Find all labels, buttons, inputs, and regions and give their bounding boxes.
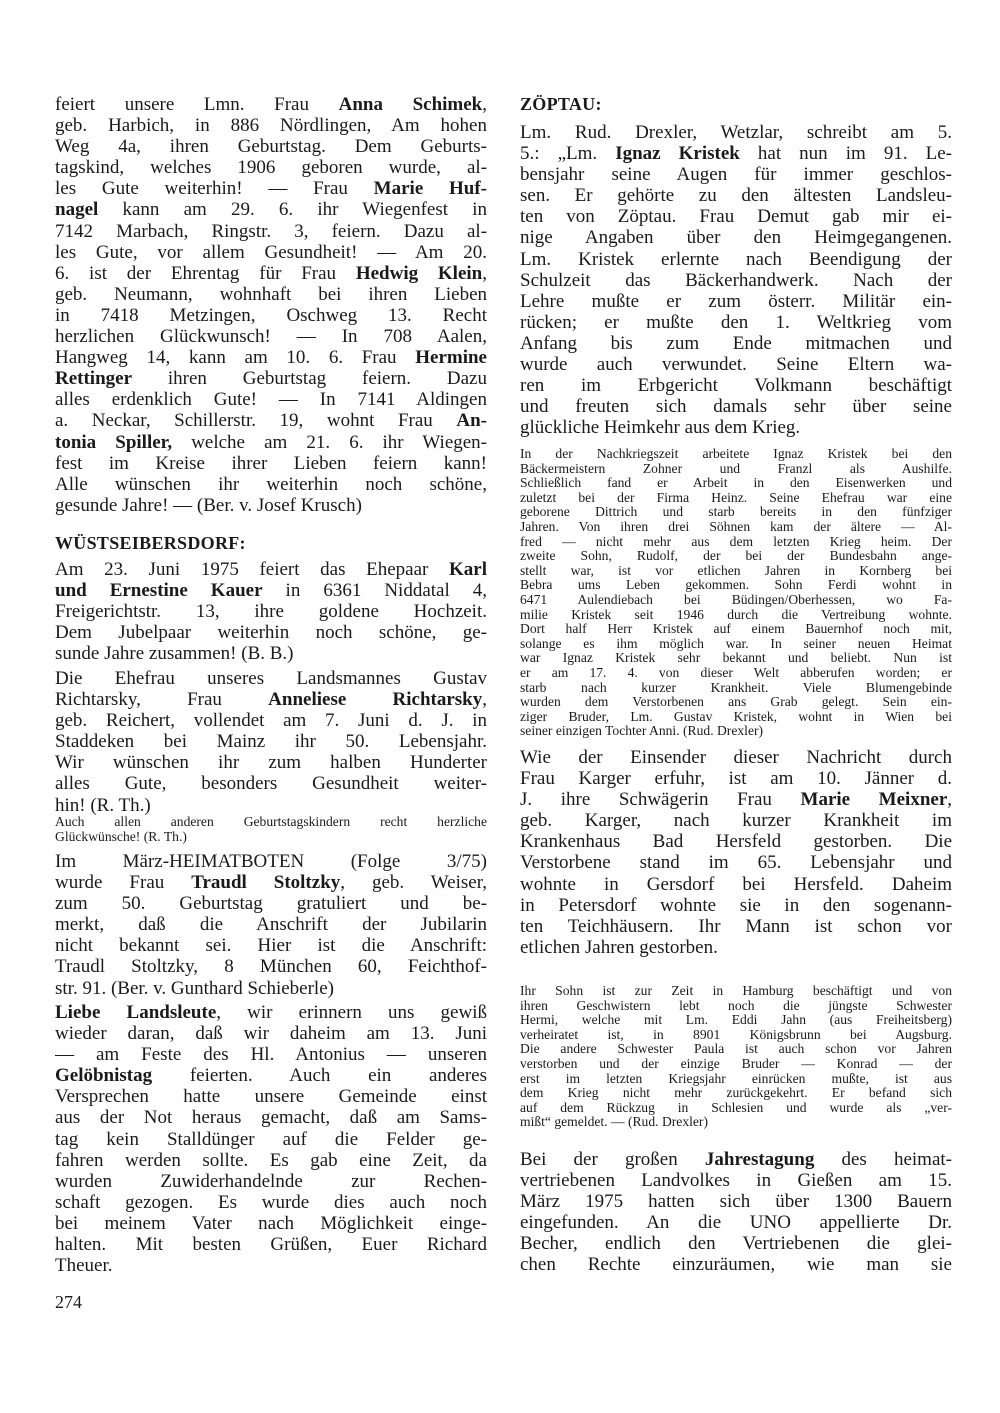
text-line: nige Angaben über den Heimgegangenen. (520, 227, 952, 249)
text-line: halten. Mit besten Grüßen, Euer Richard (55, 1234, 487, 1256)
text-line (520, 789, 952, 810)
text-line: März 1975 hatten sich über 1300 Bauern (520, 1191, 952, 1213)
bold-name: Anneliese Richtarsky (268, 689, 483, 711)
bold-name: Ignaz Kristek (615, 143, 740, 165)
meixner-paragraph (520, 747, 952, 958)
text-line: In der Nachkriegszeit arbeitete Ignaz Kristek bei den (520, 447, 952, 461)
text-segment: Am 23. Juni 1975 feiert das Ehepaar (55, 559, 449, 580)
text-line: verstorben und der einzige Bruder — Konrad — der (520, 1056, 952, 1071)
text-line: Glückwünsche! (R. Th.) (55, 829, 187, 844)
text-line: erst im letzten Kriegsjahr einrücken mußte, ist aus (520, 1071, 952, 1086)
text-line: milie Kristek seit 1946 durch die Vertreibung wohnte. (520, 607, 952, 622)
text-line: geb. Harbich, in 886 Nördlingen, Am hohen (55, 115, 487, 137)
text-line: rücken; er mußte den 1. Weltkrieg vom (520, 311, 952, 333)
text-line: Staddeken bei Mainz ihr 50. Lebensjahr. (55, 731, 487, 753)
text-line: Frau Karger erfuhr, ist am 10. Jänner d. (520, 768, 952, 790)
text-segment: , (482, 689, 487, 711)
text-line (55, 410, 487, 431)
bold-name: tonia Spiller, (55, 431, 173, 453)
text-line: Becher, endlich den Vertriebenen die glei- (520, 1233, 952, 1255)
text-segment: , (482, 94, 487, 115)
text-line: 6471 Aulendiebach bei Büdingen/Oberhessen, wo Fa- (520, 592, 952, 607)
text-line: auf dem Rückzug in Schlesien und wurde als „ver- (520, 1100, 952, 1115)
text-line: mißt“ gemeldet. — (Rud. Drexler) (520, 1115, 708, 1130)
text-line: ten Teichhäusern. Ihr Mann ist schon vor (520, 915, 952, 937)
bold-name: Liebe Landsleute (55, 1002, 217, 1023)
text-line: nicht bekannt sei. Hier ist die Anschrift: (55, 935, 487, 957)
bold-name: Marie Huf- (373, 178, 487, 200)
text-line: Schließlich fand er Arbeit in den Eisenwerken und (520, 476, 952, 491)
text-line: Weg 4a, ihren Geburtstag. Dem Geburts- (55, 136, 487, 158)
text-line: Anfang bis zum Ende mitmachen und (520, 332, 952, 354)
text-line: Lehre mußte er zum österr. Militär ein- (520, 290, 952, 312)
text-line: Bäckermeistern Zohner und Franzl als Aushilfe. (520, 461, 952, 476)
text-line (55, 199, 487, 220)
text-segment: hat nun im 91. Le- (739, 143, 952, 165)
text-line: ihren Geschwistern lebt noch die jüngste Schwester (520, 998, 952, 1013)
text-line (55, 872, 487, 893)
text-line (55, 263, 487, 284)
text-segment: in 6361 Niddatal 4, (262, 580, 487, 602)
text-line: Jahren. Von ihren drei Söhnen kam der ältere — Al- (520, 519, 952, 534)
bold-name: Traudl Stoltzky (191, 872, 341, 894)
text-segment: feierten. Auch ein anderes (152, 1065, 487, 1087)
text-segment: a. Neckar, Schillerstr. 19, wohnt Frau (55, 410, 457, 432)
text-line: Hermi, welche mit Lm. Eddi Jahn (aus Freiheitsberg) (520, 1013, 952, 1028)
landsleute-paragraph (55, 1002, 487, 1276)
text-line: Krankenhaus Bad Hersfeld gestorben. Die (520, 831, 952, 853)
text-line: schaft gezogen. Es wurde dies auch noch (55, 1191, 487, 1213)
text-line: geb. Karger, nach kurzer Krankheit im (520, 810, 952, 832)
text-line (55, 94, 487, 115)
bold-name: Hermine (415, 347, 487, 369)
text-line: zuletzt bei der Firma Heinz. Seine Ehefrau war eine (520, 490, 952, 505)
golden-wedding-paragraph (55, 559, 487, 664)
stoltzky-paragraph (55, 851, 487, 999)
text-segment: , wir erinnern uns gewiß (216, 1002, 487, 1023)
text-line: Die andere Schwester Paula ist auch schon vor Jahren (520, 1042, 952, 1057)
jahrestagung-paragraph (520, 1149, 952, 1276)
text-line: zum 50. Geburtstag gratuliert und be- (55, 893, 487, 915)
text-line: eingefunden. An die UNO appellierte Dr. (520, 1212, 952, 1234)
text-line: Dort half Herr Kristek auf einem Bauernhof noch mit, (520, 622, 952, 637)
text-line: verheiratet ist, in 8901 Königsbrunn bei Augsburg. (520, 1027, 952, 1042)
section-heading-wuestseibersdorf: WÜSTSEIBERSDORF: (55, 533, 246, 553)
kristek-details-note (520, 447, 952, 739)
text-line (55, 1065, 487, 1086)
text-line: tagskind, welches 1906 geboren wurde, al- (55, 157, 487, 179)
text-line: str. 91. (Ber. v. Gunthard Schieberle) (55, 977, 334, 999)
text-line: Die Ehefrau unseres Landsmannes Gustav (55, 668, 487, 689)
text-line: wohnte in Gersdorf bei Hersfeld. Daheim (520, 873, 952, 895)
bold-name: Karl (449, 559, 487, 580)
text-line: und freuten sich damals sehr über seine (520, 396, 952, 418)
text-line: Theuer. (55, 1255, 113, 1277)
bold-name: Hedwig Klein (355, 262, 483, 284)
text-line: Wie der Einsender dieser Nachricht durch (520, 747, 952, 768)
text-line: zweite Sohn, Rudolf, der bei der Bundesbahn ange- (520, 549, 952, 564)
text-line: etlichen Jahren gestorben. (520, 936, 718, 958)
text-line: hin! (R. Th.) (55, 794, 151, 816)
text-segment: , (482, 262, 487, 284)
text-line: les Gute, vor allem Gesundheit! — Am 20. (55, 241, 487, 263)
text-line: Freigerichtstr. 13, ihre goldene Hochzeit. (55, 601, 487, 623)
greetings-note (55, 815, 487, 844)
kristek-paragraph (520, 122, 952, 438)
text-line (55, 689, 487, 710)
text-line: starb nach kurzer Krankheit. Viele Blumengebinde (520, 680, 952, 695)
text-segment: , geb. Weiser, (340, 872, 487, 894)
bold-name: und Ernestine Kauer (55, 580, 263, 602)
bold-name: Gelöbnistag (55, 1065, 153, 1087)
page-number: 274 (55, 1292, 82, 1312)
text-line (55, 368, 487, 389)
text-line: fest im Kreise ihrer Lieben feiern kann! (55, 452, 487, 474)
text-line: wurden Zuwiderhandelnde zur Rechen- (55, 1170, 487, 1192)
text-segment: Richtarsky, Frau (55, 689, 269, 711)
meixner-details-note (520, 984, 952, 1130)
text-line: vertriebenen Landvolkes in Gießen am 15. (520, 1170, 952, 1192)
text-line: Auch allen anderen Geburtstagskindern recht herzliche (55, 815, 487, 829)
section-heading-zoeptau: ZÖPTAU: (520, 94, 602, 114)
text-line: merkt, daß die Anschrift der Jubilarin (55, 914, 487, 936)
text-line: Alle wünschen ihr weiterhin noch schöne, (55, 473, 487, 495)
text-segment: Hangweg 14, kann am 10. 6. Frau (55, 347, 416, 369)
text-line (55, 432, 487, 453)
text-segment: 6. ist der Ehrentag für Frau (55, 262, 356, 284)
text-line: bei meinem Vater nach Möglichkeit einge- (55, 1212, 487, 1234)
text-line: Im März-HEIMATBOTEN (Folge 3/75) (55, 851, 487, 872)
text-line: — am Feste des Hl. Antonius — unseren (55, 1044, 487, 1066)
bold-name: Rettinger (55, 368, 133, 390)
text-segment: , (947, 789, 952, 811)
text-line: herzlichen Glückwunsch! — In 708 Aalen, (55, 326, 487, 348)
text-line: fahren werden sollte. Es gab eine Zeit, da (55, 1149, 487, 1171)
text-line: Schulzeit das Bäckerhandwerk. Nach der (520, 269, 952, 291)
text-segment: feiert unsere Lmn. Frau (55, 94, 339, 115)
text-line: geb. Reichert, vollendet am 7. Juni d. J. in (55, 710, 487, 732)
text-line: alles Gute, besonders Gesundheit weiter- (55, 773, 487, 795)
text-line: gesunde Jahre! — (Ber. v. Josef Krusch) (55, 494, 362, 516)
text-line: er am 17. 4. von dieser Welt abberufen worden; er (520, 665, 952, 680)
birthday-paragraph (55, 94, 487, 516)
text-line: in 7418 Metzingen, Oschweg 13. Recht (55, 304, 487, 326)
text-segment: ihren Geburtstag feiern. Dazu (132, 368, 487, 390)
bold-name: An- (456, 410, 487, 432)
bold-name: Jahrestagung (704, 1149, 815, 1170)
text-line (55, 178, 487, 199)
text-line: sen. Er gehörte zu den ältesten Landsleu- (520, 185, 952, 207)
text-line: war Ignaz Kristek sehr bekannt und beliebt. Nun ist (520, 651, 952, 666)
text-segment: des heimat- (814, 1149, 952, 1170)
text-segment: les Gute weiterhin! — Frau (55, 178, 374, 200)
text-line: alles erdenklich Gute! — In 7141 Aldingen (55, 389, 487, 411)
bold-name: Anna Schimek (338, 94, 483, 115)
text-line: tag kein Stalldünger auf die Felder ge- (55, 1128, 487, 1150)
text-line: 7142 Marbach, Ringstr. 3, feiern. Dazu al- (55, 220, 487, 242)
text-line: seiner einzigen Tochter Anni. (Rud. Drexler) (520, 724, 764, 739)
text-line: in Petersdorf wohnte sie in den sogenann- (520, 894, 952, 916)
text-segment: Bei der großen (520, 1149, 705, 1170)
text-line: wieder daran, daß wir daheim am 13. Juni (55, 1023, 487, 1045)
bold-name: Marie Meixner (800, 789, 948, 811)
text-line: chen Rechte einzuräumen, wie man sie (520, 1254, 952, 1276)
text-line: Versprechen hatte unsere Gemeinde einst (55, 1086, 487, 1108)
text-line: dem Krieg nicht mehr zurückgekehrt. Er befand sich (520, 1086, 952, 1101)
text-line: solange es ihm möglich war. In seiner neuen Heimat (520, 636, 952, 651)
text-line (520, 1149, 952, 1170)
text-line: sunde Jahre zusammen! (B. B.) (55, 643, 294, 665)
text-line: Verstorbene stand im 65. Lebensjahr und (520, 852, 952, 874)
text-line: wurde auch verwundet. Seine Eltern wa- (520, 354, 952, 376)
text-segment: J. ihre Schwägerin Frau (520, 789, 801, 811)
text-line (520, 143, 952, 164)
text-segment: kann am 29. 6. ihr Wiegenfest in (98, 199, 487, 221)
text-line: fred — nicht mehr aus dem letzten Krieg heim. Der (520, 534, 952, 549)
text-line (55, 347, 487, 368)
text-line: Ihr Sohn ist zur Zeit in Hamburg beschäftigt und von (520, 984, 952, 998)
text-line: geborene Dittrich und starb bereits in den fünfziger (520, 505, 952, 520)
bold-name: nagel (55, 199, 99, 221)
text-line: Wir wünschen ihr zum halben Hunderter (55, 752, 487, 774)
text-line (55, 559, 487, 580)
text-line: wurden dem Verstorbenen ans Grab gelegt. Sein ein- (520, 695, 952, 710)
text-line: geb. Neumann, wohnhaft bei ihren Lieben (55, 283, 487, 305)
text-segment: 5.: „Lm. (520, 143, 616, 165)
text-line: Lm. Kristek erlernte nach Beendigung der (520, 248, 952, 270)
text-line: ten von Zöptau. Frau Demut gab mir ei- (520, 206, 952, 228)
text-line: aus der Not heraus gemacht, daß am Sams- (55, 1107, 487, 1129)
text-segment: wurde Frau (55, 872, 192, 894)
text-line: Lm. Rud. Drexler, Wetzlar, schreibt am 5. (520, 122, 952, 143)
text-line: glückliche Heimkehr aus dem Krieg. (520, 417, 801, 439)
text-line: stellt war, ist vor etlichen Jahren in Kornberg bei (520, 563, 952, 578)
text-line: Bebra ums Leben gekommen. Sohn Ferdi wohnt in (520, 578, 952, 593)
text-line: bensjahr seine Augen für immer geschlos- (520, 164, 952, 186)
text-line (55, 1002, 487, 1023)
text-line: ren im Erbgericht Volkmann beschäftigt (520, 375, 952, 397)
richtarsky-paragraph (55, 668, 487, 816)
text-segment: welche am 21. 6. ihr Wiegen- (172, 431, 487, 453)
text-line: Dem Jubelpaar weiterhin noch schöne, ge- (55, 622, 487, 644)
text-line: Traudl Stoltzky, 8 München 60, Feichthof- (55, 956, 487, 978)
text-line: ziger Bruder, Lm. Gustav Kristek, wohnt in Wien bei (520, 709, 952, 724)
text-line (55, 580, 487, 601)
